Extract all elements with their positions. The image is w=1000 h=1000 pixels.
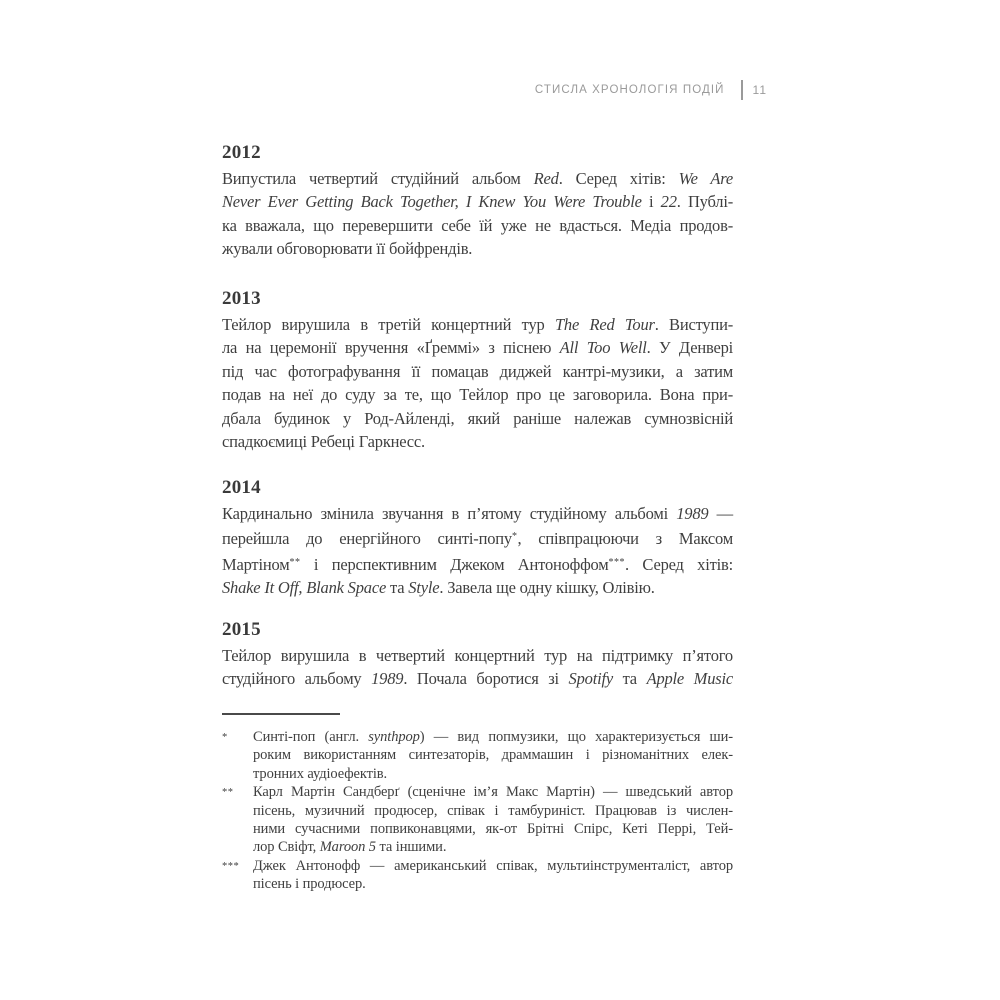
text-line: Синті-поп (англ. synthpop) — вид попмузики, що характеризується ши-	[253, 729, 733, 745]
paragraph	[222, 644, 733, 691]
text-line: Карл Мартін Сандберґ (сценічне ім’я Макс Мартін) — шведський автор	[253, 784, 733, 801]
paragraph	[222, 502, 733, 600]
footnote-text	[253, 728, 733, 783]
paragraph	[222, 167, 733, 261]
text-line: пісень і продюсер.	[253, 876, 366, 893]
text-line: Never Ever Getting Back Together, I Knew You Were Trouble і 22. Публі-	[222, 192, 733, 212]
footnote-marker: *	[222, 732, 228, 743]
footnote-max-martin	[222, 783, 733, 857]
page-number: 11	[752, 83, 767, 97]
footnote-divider	[222, 713, 340, 715]
text-line: роким використанням синтезаторів, драммашин і різноманітних елек-	[253, 747, 733, 764]
text-line: Тейлор вирушила в четвертий концертний тур на підтримку п’ятого	[222, 646, 733, 665]
text-line: ними сучасними попвиконавцями, як-от Брітні Спірс, Кеті Перрі, Тей-	[253, 821, 733, 838]
footnote-marker: ***	[222, 860, 240, 872]
text-line: під час фотографування її помацав диджей кантрі-музики, а затим	[222, 361, 733, 381]
text-line: спадкоємиці Ребеці Гаркнесс.	[222, 432, 425, 452]
section-2013	[222, 286, 733, 453]
footnote-synthpop	[222, 728, 733, 783]
footnote-text	[253, 783, 733, 857]
year-heading: 2015	[222, 619, 261, 640]
text-line: дбала будинок у Род-Айленді, який раніше належав сумнозвісній	[222, 408, 733, 428]
text-line: жували обговорювати її бойфрендів.	[222, 239, 473, 259]
year-heading: 2012	[222, 142, 261, 163]
footnote-jack-antonoff	[222, 857, 733, 894]
year-heading: 2013	[222, 288, 261, 309]
footnotes-block	[222, 713, 733, 894]
text-line: Випустила четвертий студійний альбом Red. Серед хітів: We Are	[222, 169, 733, 188]
text-line: ка вважала, що перевершити себе їй уже не вдасться. Медіа продов-	[222, 215, 733, 235]
text-line: перейшла до енергійного синті-попу*, співпрацюючи з Максом	[222, 529, 733, 549]
text-line: Джек Антонофф — американський співак, мультиінструменталіст, автор	[253, 857, 733, 874]
paragraph	[222, 313, 733, 453]
footnote-marker: **	[222, 787, 234, 799]
section-2015	[222, 617, 733, 691]
text-line: подав на неї до суду за те, що Тейлор про це заговорила. Вона при-	[222, 385, 733, 405]
text-line: тронних аудіоефектів.	[253, 765, 388, 782]
running-header-title: СТИСЛА ХРОНОЛОГІЯ ПОДІЙ	[534, 84, 725, 96]
text-line: лор Свіфт, Maroon 5 та іншими.	[253, 839, 447, 856]
text-line: пісень, музичний продюсер, співак і тамбуриніст. Працював із числен-	[253, 802, 733, 819]
header-divider-bar	[741, 80, 743, 100]
section-2014	[222, 475, 733, 600]
footnote-text	[253, 857, 733, 894]
text-line: Тейлор вирушила в третій концертний тур The Red Tour. Виступи-	[222, 315, 733, 334]
section-2012	[222, 140, 733, 261]
running-header	[222, 78, 767, 102]
text-line: Кардинально змінила звучання в п’ятому студійному альбомі 1989 —	[222, 504, 733, 523]
text-line: Shake It Off, Blank Space та Style. Завела ще одну кішку, Олівію.	[222, 578, 655, 598]
text-line: Мартіном** і перспективним Джеком Антоноффом***. Серед хітів:	[222, 554, 733, 574]
text-line: ла на церемонії вручення «Ґреммі» з піснею All Too Well. У Денвері	[222, 338, 733, 358]
year-heading: 2014	[222, 477, 261, 498]
text-line: студійного альбому 1989. Почала боротися зі Spotify та Apple Music	[222, 669, 733, 689]
